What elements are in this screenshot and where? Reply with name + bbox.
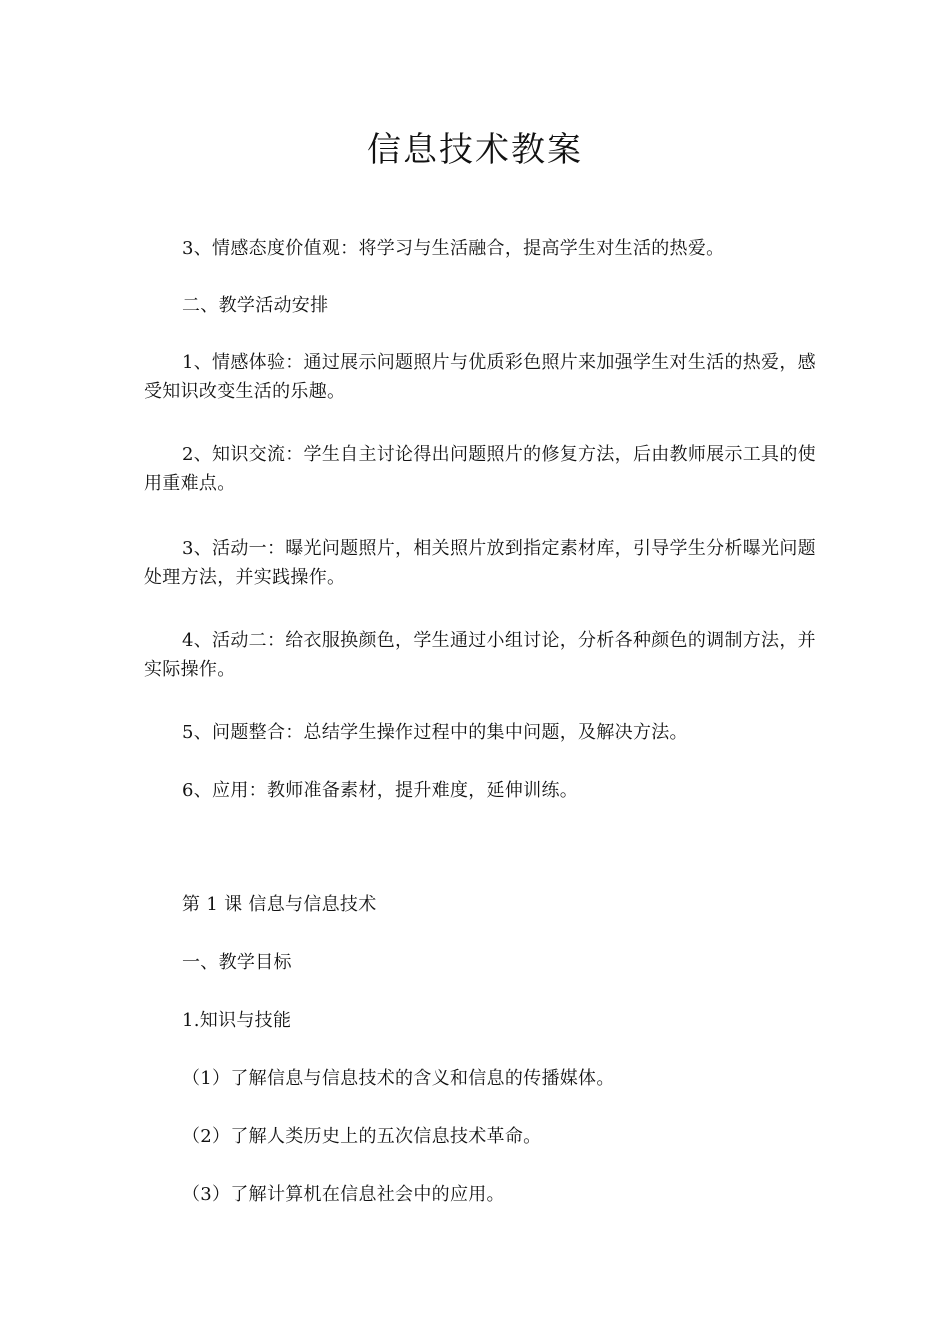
paragraph-activity-4: 4、活动二：给衣服换颜色，学生通过小组讨论，分析各种颜色的调制方法，并实际操作。 <box>144 630 816 680</box>
paragraph-activity-5: 5、问题整合：总结学生操作过程中的集中问题，及解决方法。 <box>182 722 688 743</box>
objective-item-2: （2）了解人类历史上的五次信息技术革命。 <box>182 1126 542 1147</box>
objective-item-1: （1）了解信息与信息技术的含义和信息的传播媒体。 <box>182 1068 615 1089</box>
objective-item-3: （3）了解计算机在信息社会中的应用。 <box>182 1184 505 1205</box>
section-heading-objectives: 一、教学目标 <box>182 952 292 973</box>
document-title: 信息技术教案 <box>367 130 583 170</box>
section-heading-activities: 二、教学活动安排 <box>182 295 329 316</box>
subheading-knowledge-skills: 1.知识与技能 <box>182 1010 292 1031</box>
paragraph-activity-2: 2、知识交流：学生自主讨论得出问题照片的修复方法，后由教师展示工具的使用重难点。 <box>144 444 816 494</box>
lesson-heading: 第 1 课 信息与信息技术 <box>182 894 377 915</box>
paragraph-activity-1: 1、情感体验：通过展示问题照片与优质彩色照片来加强学生对生活的热爱，感受知识改变生活的乐趣。 <box>144 352 816 402</box>
paragraph-activity-6: 6、应用：教师准备素材，提升难度，延伸训练。 <box>182 780 579 801</box>
paragraph-emotion-values: 3、情感态度价值观：将学习与生活融合，提高学生对生活的热爱。 <box>182 238 725 259</box>
paragraph-activity-3: 3、活动一：曝光问题照片，相关照片放到指定素材库，引导学生分析曝光问题处理方法，并实践操作。 <box>144 538 816 588</box>
